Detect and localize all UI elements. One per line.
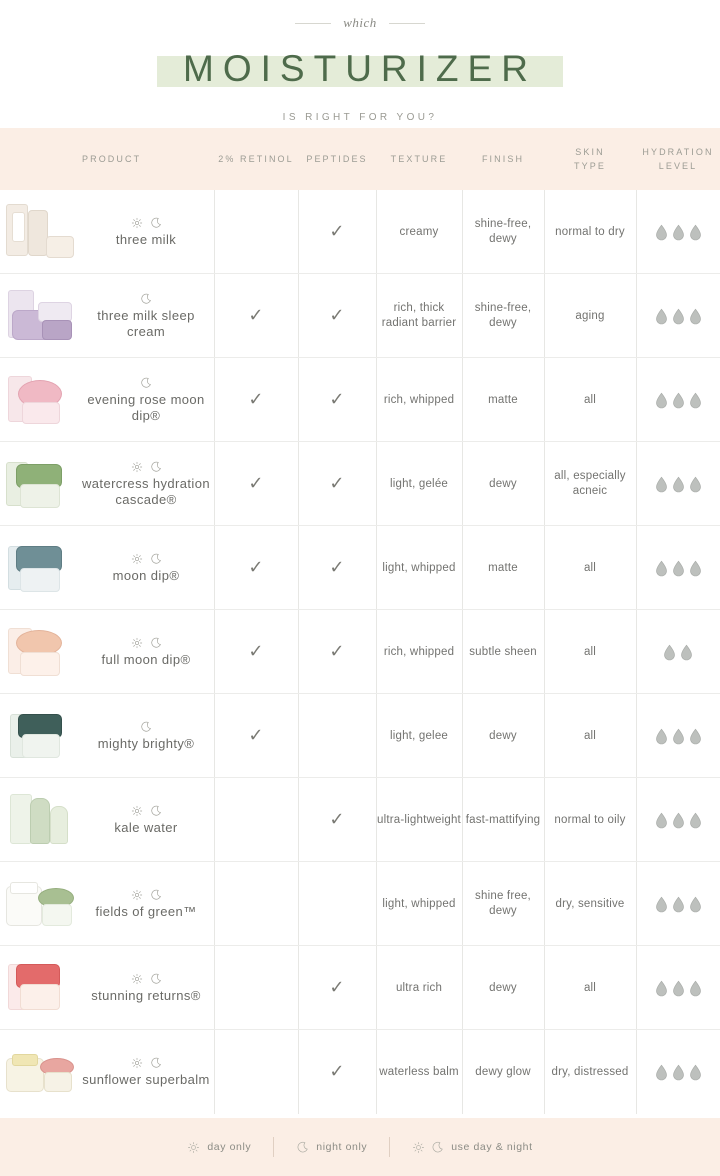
- legend-item-day-only: [165, 1141, 273, 1154]
- product-image: [0, 952, 78, 1024]
- peptides-cell: [298, 640, 376, 662]
- table-row: [0, 946, 720, 1030]
- comparison-table: [0, 128, 720, 1114]
- usage-icons: [78, 889, 214, 901]
- finish-cell: shine free, dewy: [475, 890, 531, 917]
- product-name: full moon dip®: [101, 651, 191, 667]
- skin-type-cell: all, especially acneic: [554, 470, 626, 497]
- check-icon: ✓: [248, 472, 264, 494]
- texture-cell: light, gelee: [389, 729, 449, 742]
- hydration-drops: [636, 1064, 720, 1081]
- hydration-drops: [636, 812, 720, 829]
- retinol-cell: [214, 388, 298, 410]
- texture-cell: ultra-lightweight: [377, 813, 461, 826]
- finish-cell: fast-mattifying: [465, 813, 541, 826]
- peptides-cell: [298, 1060, 376, 1082]
- product-image: [0, 532, 78, 604]
- column-header-peptides: PEPTIDES: [306, 154, 368, 164]
- product-name: kale water: [114, 819, 178, 835]
- texture-cell: light, whipped: [382, 561, 456, 574]
- legend-bar: [0, 1118, 720, 1176]
- product-name: three milk: [115, 231, 177, 247]
- product-name: evening rose moon dip®: [87, 391, 205, 423]
- product-name-cell: [78, 637, 214, 668]
- check-icon: ✓: [329, 808, 345, 830]
- hydration-drops: [636, 644, 720, 661]
- hydration-cell: [636, 308, 720, 325]
- hydration-cell: [636, 476, 720, 493]
- usage-icons: [78, 805, 214, 817]
- product-name: moon dip®: [112, 567, 180, 583]
- product-name-cell: [78, 721, 214, 752]
- check-icon: ✓: [329, 388, 345, 410]
- header-eyebrow: which: [329, 15, 391, 31]
- table-row: [0, 358, 720, 442]
- usage-icons: [78, 553, 214, 565]
- column-header-finish: FINISH: [481, 154, 525, 164]
- finish-cell: subtle sheen: [469, 645, 537, 658]
- product-image: [0, 280, 78, 352]
- hydration-cell: [636, 1064, 720, 1081]
- skin-type-cell: all: [583, 561, 597, 574]
- product-name-cell: [78, 973, 214, 1004]
- finish-cell: matte: [488, 393, 518, 406]
- hydration-cell: [636, 812, 720, 829]
- page-header: [0, 0, 720, 123]
- skin-type-cell: all: [583, 393, 597, 406]
- usage-icons: [78, 217, 214, 229]
- product-name: fields of green™: [95, 903, 197, 919]
- table-row: [0, 610, 720, 694]
- skin-type-cell: all: [583, 645, 597, 658]
- check-icon: ✓: [329, 1060, 345, 1082]
- product-name-cell: [78, 889, 214, 920]
- column-header-hydration-level: HYDRATION LEVEL: [642, 147, 714, 171]
- texture-cell: creamy: [399, 225, 439, 238]
- check-icon: ✓: [248, 724, 264, 746]
- peptides-cell: [298, 976, 376, 998]
- skin-type-cell: dry, distressed: [551, 1065, 629, 1078]
- skin-type-cell: aging: [575, 309, 605, 322]
- product-name-cell: [78, 461, 214, 508]
- check-icon: ✓: [329, 220, 345, 242]
- finish-cell: shine-free, dewy: [474, 302, 532, 329]
- page-title: MOISTURIZER: [157, 42, 563, 98]
- peptides-cell: [298, 808, 376, 830]
- table-row: [0, 862, 720, 946]
- hydration-cell: [636, 728, 720, 745]
- table-header-band: [0, 128, 720, 190]
- legend-label-day-and-night: use day & night: [451, 1141, 533, 1153]
- product-name-cell: [78, 293, 214, 340]
- product-image: [0, 448, 78, 520]
- product-name-cell: [78, 553, 214, 584]
- usage-icons: [78, 973, 214, 985]
- product-name: sunflower superbalm: [82, 1071, 210, 1087]
- product-image: [0, 1036, 78, 1108]
- check-icon: ✓: [329, 472, 345, 494]
- texture-cell: ultra rich: [395, 981, 443, 994]
- sun-moon-icon: [412, 1141, 444, 1154]
- column-header-skin-type: SKIN TYPE: [574, 147, 606, 171]
- hydration-cell: [636, 392, 720, 409]
- texture-cell: waterless balm: [379, 1065, 459, 1078]
- table-row: [0, 190, 720, 274]
- peptides-cell: [298, 556, 376, 578]
- product-name-cell: [78, 377, 214, 424]
- finish-cell: dewy glow: [475, 1065, 531, 1078]
- texture-cell: light, whipped: [382, 897, 456, 910]
- peptides-cell: [298, 304, 376, 326]
- hydration-cell: [636, 896, 720, 913]
- page-title-wrap: [0, 42, 720, 98]
- check-icon: ✓: [248, 640, 264, 662]
- product-image: [0, 196, 78, 268]
- table-row: [0, 778, 720, 862]
- retinol-cell: [214, 472, 298, 494]
- check-icon: ✓: [248, 388, 264, 410]
- finish-cell: dewy: [489, 981, 517, 994]
- column-header-retinol: 2% RETINOL: [218, 154, 294, 164]
- product-name-cell: [78, 805, 214, 836]
- check-icon: ✓: [329, 976, 345, 998]
- hydration-drops: [636, 560, 720, 577]
- texture-cell: rich, whipped: [383, 645, 455, 658]
- column-header-product: PRODUCT: [82, 154, 142, 164]
- legend-label-day-only: day only: [207, 1141, 252, 1153]
- check-icon: ✓: [329, 640, 345, 662]
- skin-type-cell: all: [583, 981, 597, 994]
- hydration-drops: [636, 224, 720, 241]
- hydration-drops: [636, 728, 720, 745]
- check-icon: ✓: [329, 304, 345, 326]
- usage-icons: [78, 1057, 214, 1069]
- product-name: watercress hydration cascade®: [82, 475, 210, 507]
- retinol-cell: [214, 556, 298, 578]
- product-image: [0, 784, 78, 856]
- finish-cell: dewy: [489, 729, 517, 742]
- usage-icons: [78, 293, 214, 305]
- legend-item-day-and-night: [390, 1141, 554, 1154]
- skin-type-cell: dry, sensitive: [555, 897, 625, 910]
- texture-cell: light, gelée: [389, 477, 449, 490]
- legend-item-night-only: [274, 1141, 389, 1154]
- retinol-cell: [214, 304, 298, 326]
- hydration-drops: [636, 308, 720, 325]
- hydration-drops: [636, 980, 720, 997]
- usage-icons: [78, 461, 214, 473]
- hydration-cell: [636, 560, 720, 577]
- check-icon: ✓: [248, 556, 264, 578]
- legend-label-night-only: night only: [316, 1141, 368, 1153]
- product-name: three milk sleep cream: [97, 307, 195, 339]
- skin-type-cell: all: [583, 729, 597, 742]
- table-row: [0, 442, 720, 526]
- product-name: mighty brighty®: [97, 735, 195, 751]
- peptides-cell: [298, 388, 376, 410]
- table-row: [0, 274, 720, 358]
- product-image: [0, 364, 78, 436]
- product-image: [0, 700, 78, 772]
- product-image: [0, 868, 78, 940]
- hydration-cell: [636, 644, 720, 661]
- product-name-cell: [78, 217, 214, 248]
- check-icon: ✓: [329, 556, 345, 578]
- product-name: stunning returns®: [91, 987, 201, 1003]
- table-body: [0, 190, 720, 1114]
- hydration-cell: [636, 980, 720, 997]
- sun-icon: [187, 1141, 200, 1154]
- finish-cell: dewy: [489, 477, 517, 490]
- column-header-texture: TEXTURE: [390, 154, 448, 164]
- hydration-drops: [636, 392, 720, 409]
- table-row: [0, 526, 720, 610]
- skin-type-cell: normal to oily: [554, 813, 626, 826]
- product-name-cell: [78, 1057, 214, 1088]
- header-subtitle: IS RIGHT FOR YOU?: [282, 112, 438, 123]
- peptides-cell: [298, 472, 376, 494]
- table-row: [0, 694, 720, 778]
- finish-cell: shine-free, dewy: [474, 218, 532, 245]
- check-icon: ✓: [248, 304, 264, 326]
- retinol-cell: [214, 640, 298, 662]
- product-image: [0, 616, 78, 688]
- usage-icons: [78, 377, 214, 389]
- usage-icons: [78, 721, 214, 733]
- skin-type-cell: normal to dry: [555, 225, 625, 238]
- hydration-drops: [636, 896, 720, 913]
- texture-cell: rich, whipped: [383, 393, 455, 406]
- peptides-cell: [298, 220, 376, 242]
- usage-icons: [78, 637, 214, 649]
- finish-cell: matte: [488, 561, 518, 574]
- hydration-cell: [636, 224, 720, 241]
- hydration-drops: [636, 476, 720, 493]
- moon-icon: [296, 1141, 309, 1154]
- table-row: [0, 1030, 720, 1114]
- texture-cell: rich, thick radiant barrier: [381, 302, 457, 329]
- retinol-cell: [214, 724, 298, 746]
